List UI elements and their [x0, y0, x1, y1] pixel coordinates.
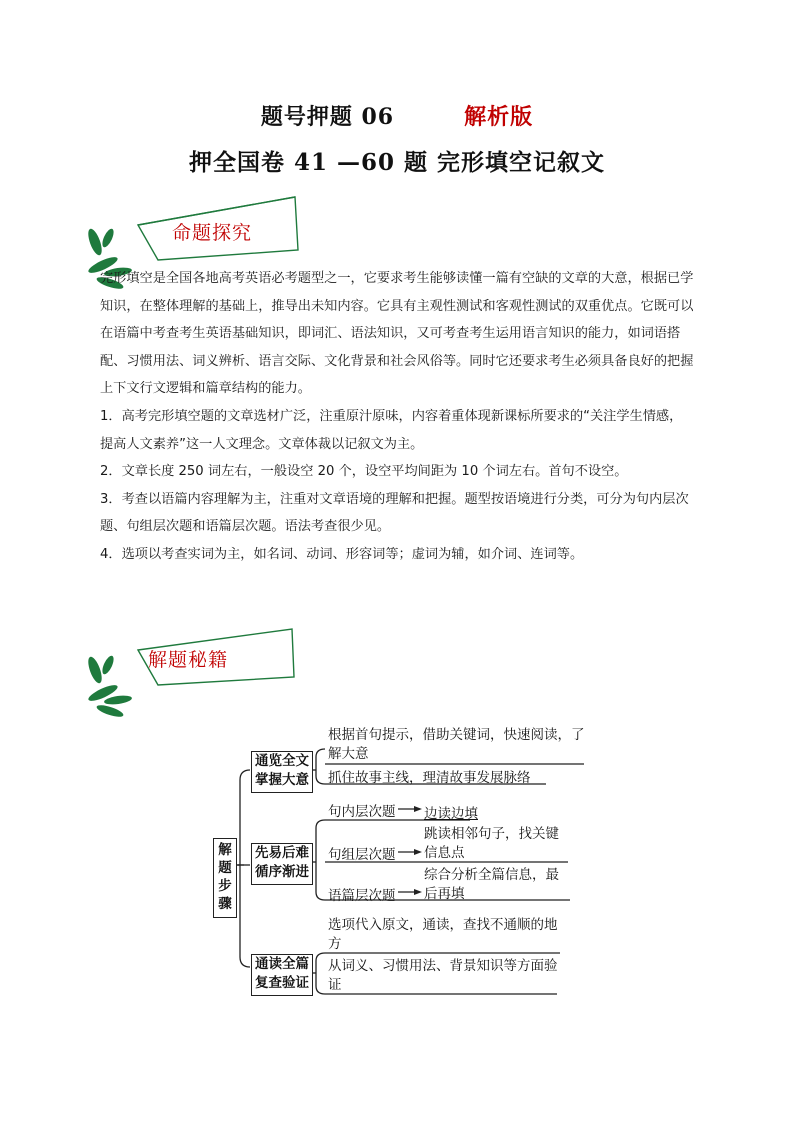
section-1-label: 命题探究 [172, 222, 253, 244]
leaf-1-2: 抓住故事主线，理清故事发展脉络 [328, 770, 531, 786]
branch-node-2: 先易后难循序渐进 [251, 843, 313, 885]
title-badge: 解析版 [464, 104, 534, 130]
intro-item-4: 4．选项以考查实词为主，如名词、动词、形容词等；虚词为辅，如介词、连词等。 [100, 546, 584, 562]
leaf-2-3-desc: 综合分析全篇信息，最后再填 [424, 867, 559, 902]
leaf-2-3-type: 语篇层次题 [328, 888, 396, 904]
intro-paragraph: 完形填空是全国各地高考英语必考题型之一，它要求考生能够读懂一篇有空缺的文章的大意，根据已学知识，在整体理解的基础上，推导出未知内容。它具有主观性测试和客观性测试的双重优点。它既可以在语篇中考查考生英语基础知识，即词汇、语法知识，又可考查考生运用语言知识的能力，如词语搭配、习惯用法、词义辨析、语言交际、文化背景和社会风俗等。同时它还要求考生必须具备良好的把握上下文行文逻辑和篇章结构的能力。 [100, 271, 694, 397]
leaf-2-1-type: 句内层次题 [328, 804, 396, 820]
title-left: 题号押题 06 [260, 104, 395, 130]
section-2-label: 解题秘籍 [148, 649, 229, 671]
branch-node-3: 通读全篇复查验证 [251, 954, 313, 996]
intro-item-1: 1．高考完形填空题的文章选材广泛，注重原汁原味，内容着重体现新课标所要求的“关注学生情感，提高人文素养”这一人文理念。文章体裁以记叙文为主。 [100, 408, 683, 452]
leaf-2-2-type: 句组层次题 [328, 847, 396, 863]
branch-node-1: 通览全文掌握大意 [251, 751, 313, 793]
leaf-3-2: 从词义、习惯用法、背景知识等方面验证 [328, 958, 558, 993]
leaf-1-1: 根据首句提示，借助关键词，快速阅读，了解大意 [328, 727, 585, 762]
intro-item-2: 2．文章长度 250 词左右，一般设空 20 个，设空平均间距为 10 个词左右。首句不设空。 [100, 464, 628, 480]
page-subtitle: 押全国卷 41 —60 题 完形填空记叙文 [188, 149, 606, 176]
leaf-2-1-desc: 边读边填 [424, 806, 478, 822]
root-node: 解题步骤 [213, 838, 237, 918]
intro-item-3: 3．考查以语篇内容理解为主，注重对文章语境的理解和把握。题型按语境进行分类，可分为句内层次题、句组层次题和语篇层次题。语法考查很少见。 [100, 491, 689, 535]
leaf-3-1: 选项代入原文，通读，查找不通顺的地方 [328, 917, 558, 952]
leaf-2-2-desc: 跳读相邻句子，找关键信息点 [424, 826, 559, 861]
